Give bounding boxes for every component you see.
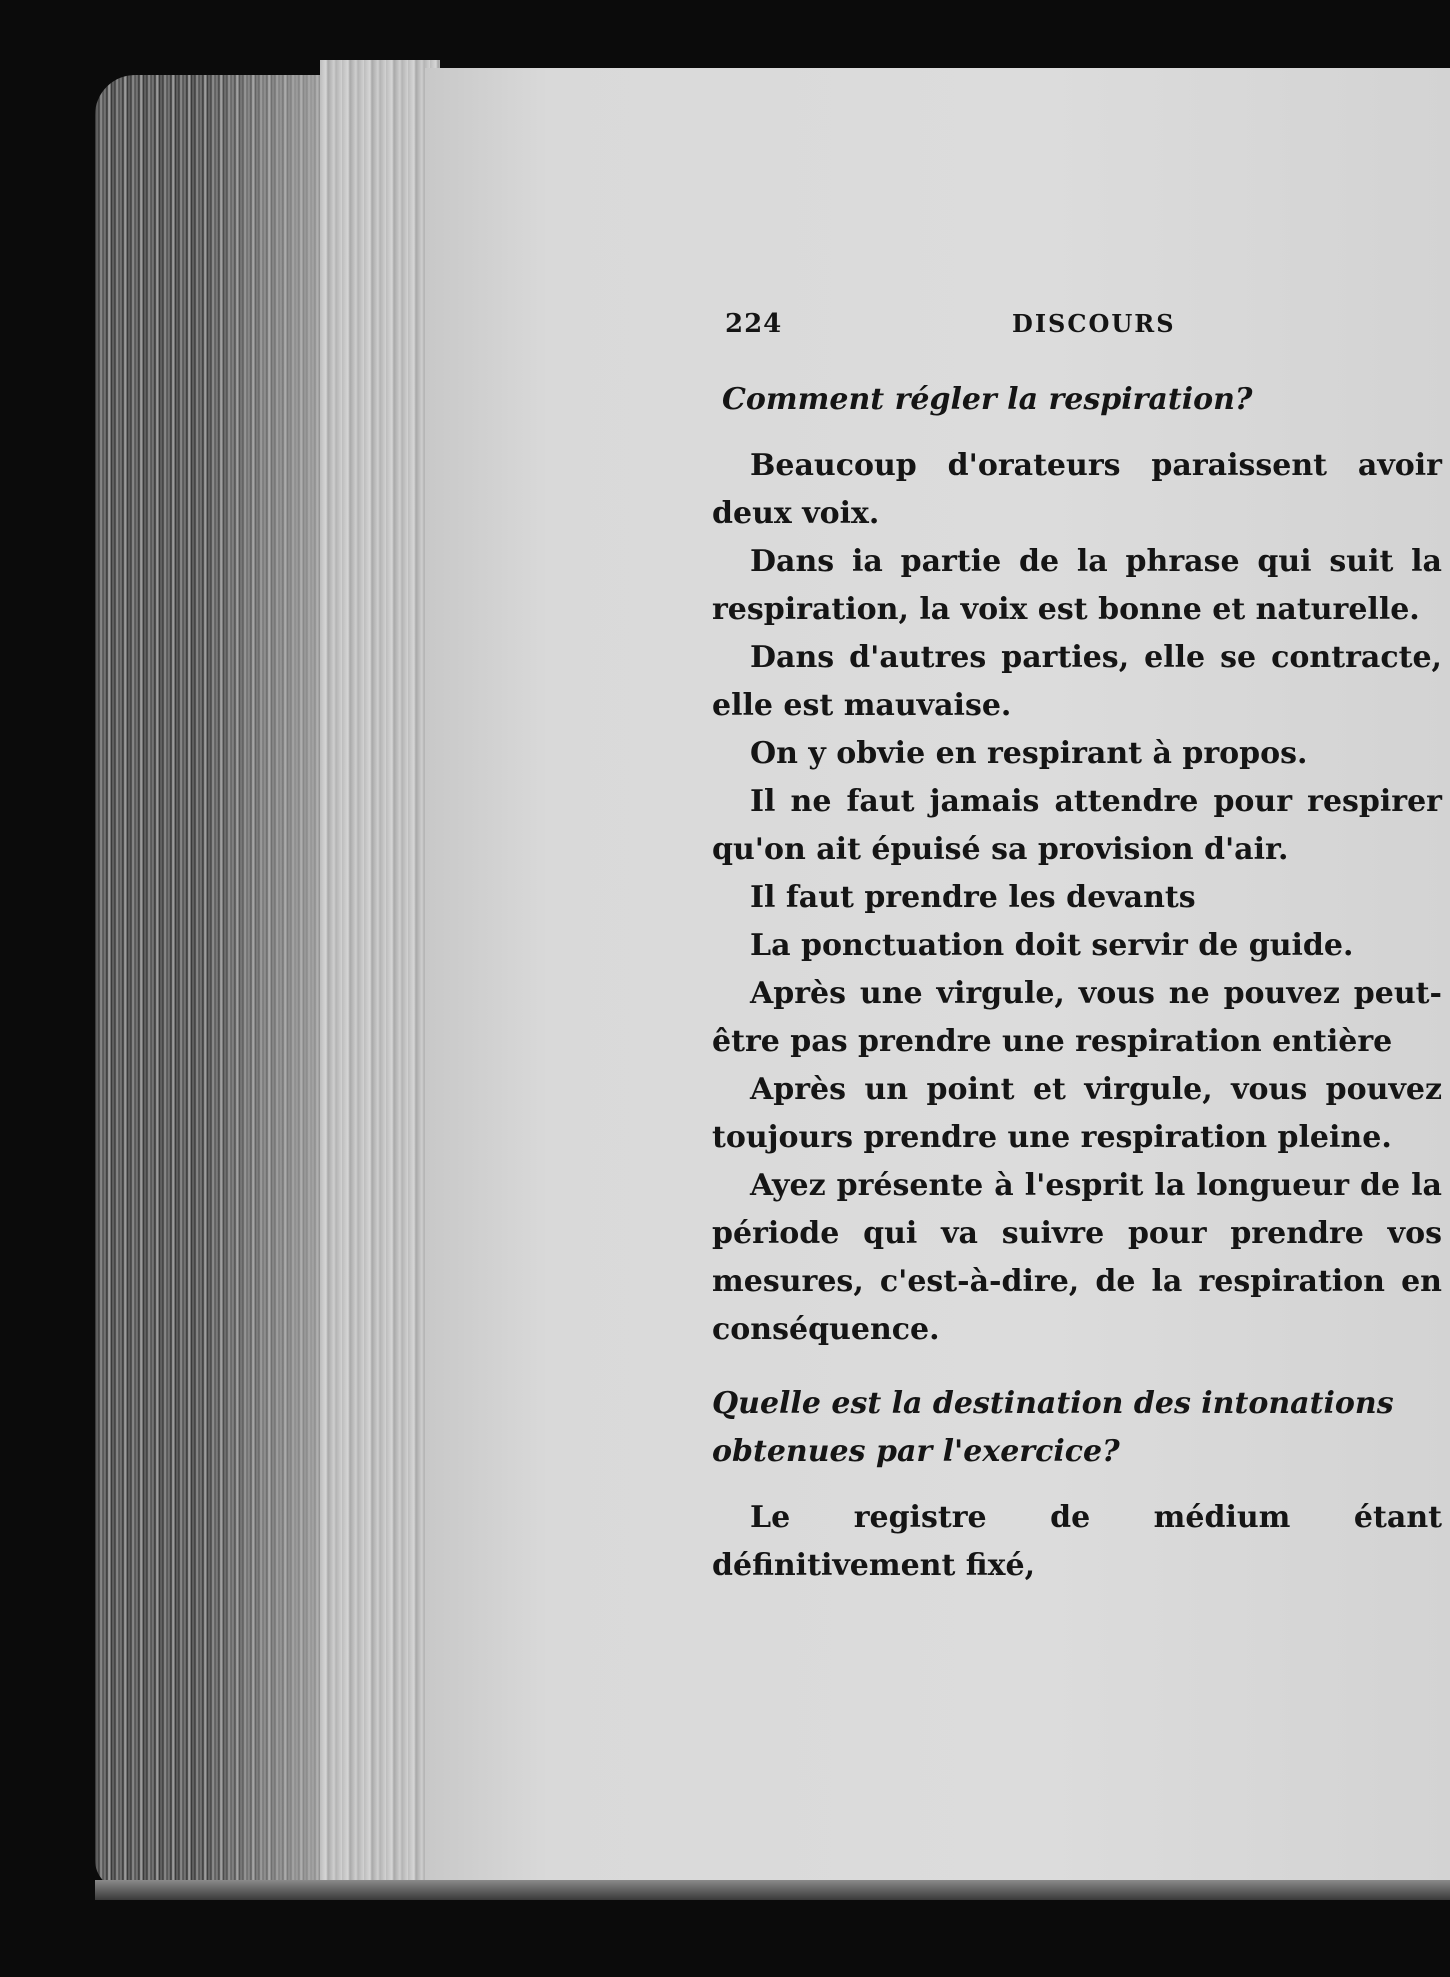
paragraph: La ponctuation doit servir de guide. bbox=[750, 928, 1354, 963]
section-question: Comment régler la respiration? bbox=[722, 382, 1253, 417]
running-title: DISCOURS bbox=[1012, 309, 1176, 338]
paragraph: On y obvie en respirant à propos. bbox=[750, 736, 1308, 771]
paragraph: Il faut prendre les devants bbox=[750, 880, 1196, 915]
paragraph: Le registre de médium étant définitivement fixé, bbox=[712, 1500, 1442, 1583]
paragraph: Après un point et virgule, vous pouvez toujours prendre une respiration pleine. bbox=[712, 1072, 1442, 1155]
running-head bbox=[712, 300, 1442, 350]
paragraph: Ayez présente à l'esprit la longueur de la période qui va suivre pour prendre vos mesures, c'est-à-dire, de la respiration en conséquence. bbox=[712, 1168, 1442, 1347]
paragraph: Il ne faut jamais attendre pour respirer qu'on ait épuisé sa provision d'air. bbox=[712, 784, 1442, 867]
page-number: 224 bbox=[725, 309, 783, 339]
paragraph: Dans d'autres parties, elle se contracte, elle est mauvaise. bbox=[712, 640, 1442, 723]
page-stack bbox=[320, 60, 440, 1890]
paragraph: Beaucoup d'orateurs paraissent avoir deux voix. bbox=[712, 448, 1442, 531]
paragraph: Après une virgule, vous ne pouvez peut-être pas prendre une respiration entière bbox=[712, 976, 1442, 1059]
paragraph: Dans ia partie de la phrase qui suit la respiration, la voix est bonne et naturelle. bbox=[712, 544, 1442, 627]
page-text bbox=[712, 300, 1442, 1590]
book-bottom-edge bbox=[95, 1880, 1450, 1900]
section-question: Quelle est la destination des intonations obtenues par l'exercice? bbox=[712, 1386, 1394, 1469]
